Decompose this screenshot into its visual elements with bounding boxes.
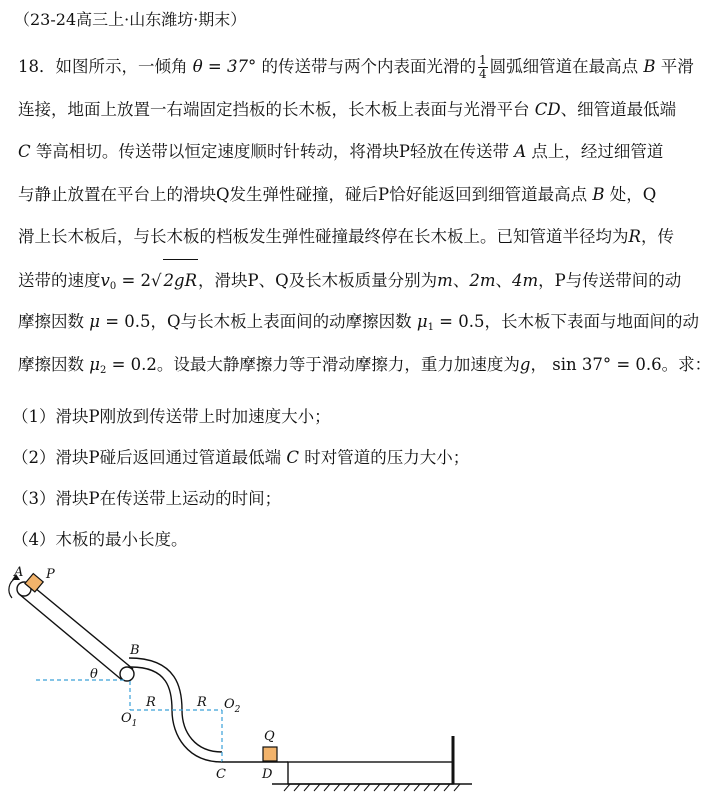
question-3: （3）滑块P在传送带上运动的时间； (12, 489, 282, 508)
subscript: 2 (99, 364, 107, 376)
text: ，长木板下表面与地面间的动 (484, 312, 699, 331)
label-D: D (262, 767, 273, 782)
label-O2-sub: 2 (234, 705, 241, 715)
label-B: B (130, 643, 140, 658)
problem-statement (18, 46, 710, 386)
text: ，Q与长木板上表面间的动摩擦因数 (150, 312, 412, 331)
text: 滑上长木板后，与长木板的档板发生弹性碰撞最终停在长木板上。已知管道半径均为 (18, 227, 629, 246)
text: 的传送带与两个内表面光滑的 (261, 57, 476, 76)
var-C: C (286, 448, 299, 467)
var-CD: CD (534, 99, 561, 119)
label-A: A (14, 565, 24, 580)
var-B: B (592, 184, 605, 204)
var-C: C (18, 142, 31, 161)
problem-line-6 (18, 259, 710, 302)
text: = 0.5 (99, 312, 151, 331)
text: 。求： (661, 354, 712, 374)
physics-figure (0, 540, 720, 804)
question-2 (12, 437, 469, 478)
problem-line-3 (18, 131, 710, 174)
text: 摩擦因数 (18, 312, 84, 331)
text: 与静止放置在平台上的滑块Q发生弹性碰撞，碰后P恰好能返回到细管道最高点 (18, 184, 588, 204)
question-4: （4）木板的最小长度。 (12, 530, 188, 549)
ground-hatch (284, 784, 460, 791)
conveyor-belt (17, 582, 134, 681)
numerator: 1 (479, 53, 487, 67)
var-m: m (437, 270, 453, 290)
text: 、 (495, 270, 512, 290)
text: 平滑 (660, 57, 694, 76)
block-P (25, 574, 43, 592)
text: 连接，地面上放置一右端固定挡板的长木板，长木板上表面与光滑平台 (18, 99, 530, 119)
label-O1-sub: 1 (131, 719, 138, 729)
var-R: R (628, 227, 641, 246)
text: = 0.2 (106, 354, 157, 374)
text: 点上，经过细管道 (531, 142, 664, 161)
question-1: （1）滑块P刚放到传送带上时加速度大小； (12, 407, 331, 426)
source-line: （23-24高三上·山东潍坊·期末） (14, 10, 247, 29)
var-mu2: μ (89, 354, 100, 374)
problem-line-1 (18, 46, 710, 89)
text: 如图所示，一倾角 (55, 57, 188, 76)
label-R1: R (146, 695, 156, 710)
problem-line-7 (18, 301, 710, 344)
label-C: C (216, 767, 226, 782)
text: = 0.5 (433, 312, 485, 331)
problem-number: 18． (18, 57, 56, 76)
label-O1-main: O (121, 711, 132, 726)
ground-structure (222, 736, 472, 784)
label-O2 (224, 697, 241, 715)
sqrt-sign: √ (151, 270, 162, 290)
var-mu1: μ (416, 312, 428, 331)
subscript: 0 (109, 280, 117, 292)
label-P: P (46, 567, 55, 582)
fraction-quarter (478, 54, 488, 81)
pulley-bottom (120, 667, 134, 681)
sqrt-radicand: 2gR (163, 259, 198, 303)
sin-value: sin 37° = 0.6 (552, 354, 662, 374)
block-Q (263, 747, 277, 761)
text: 等高相切。传送带以恒定速度顺时针转动，将滑块P轻放在传送带 (35, 142, 509, 161)
label-theta: θ (90, 667, 98, 682)
text: （2）滑块P碰后返回通过管道最低端 (12, 448, 282, 467)
subscript: 1 (427, 322, 434, 333)
var-2m: 2m (469, 270, 496, 290)
label-O1 (121, 711, 137, 729)
text: 送带的速度 (18, 270, 101, 290)
rotation-arrow-icon (9, 578, 16, 598)
text: ，P与传送带间的动 (538, 270, 682, 290)
text: 、 (452, 270, 470, 290)
text: 、细管道最低端 (560, 99, 677, 119)
text: 摩擦因数 (18, 354, 84, 374)
text: 时对管道的压力大小； (304, 448, 470, 467)
question-list (12, 396, 469, 560)
text: 处，Q (609, 184, 657, 204)
problem-line-4 (18, 174, 710, 217)
problem-line-8 (18, 344, 710, 387)
text: 圆弧细管道在最高点 (489, 57, 639, 76)
angle-formula: θ = 37° (192, 57, 257, 76)
var-mu: μ (89, 312, 100, 331)
problem-line-2 (18, 89, 710, 132)
text: 。设最大静摩擦力等于滑动摩擦力，重力加速度为 (156, 354, 520, 374)
var-B: B (643, 57, 656, 76)
var-A: A (514, 142, 527, 161)
text: = 2 (116, 270, 152, 290)
label-O2-main: O (224, 697, 235, 712)
text: ， (530, 354, 547, 374)
long-board (288, 762, 453, 784)
denominator: 4 (479, 67, 487, 81)
var-v: v (100, 270, 110, 290)
var-4m: 4m (511, 270, 539, 290)
label-Q: Q (264, 729, 275, 744)
var-g: g (519, 354, 531, 374)
text: ，滑块P、Q及长木板质量分别为 (198, 270, 438, 290)
label-R2: R (197, 695, 207, 710)
text: ，传 (640, 227, 674, 246)
problem-line-5 (18, 216, 710, 259)
